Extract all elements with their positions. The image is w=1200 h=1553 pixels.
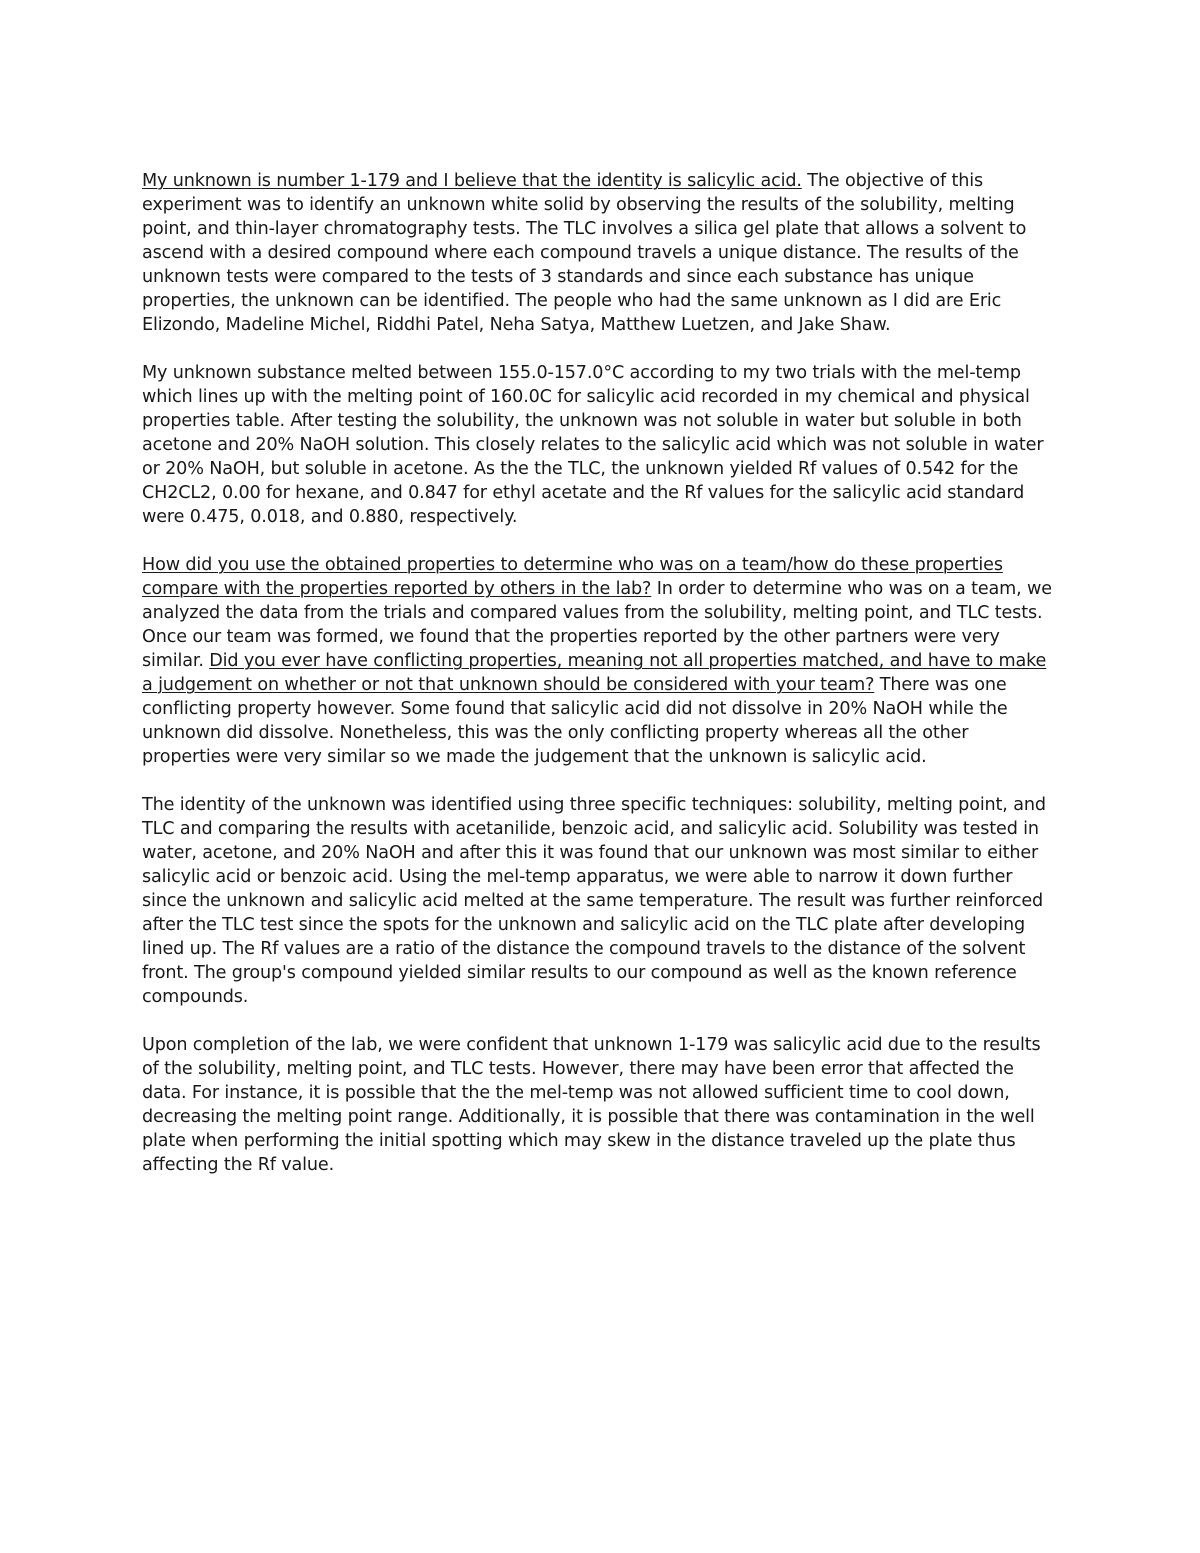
team-question-1: How did you use the obtained properties to determine who was on a team/how do these properties compare with the properties reported by others in the lab?	[142, 555, 1003, 599]
team-answer-1: In order to determine who was on a team, we analyzed the data from the trials and compared values from the solubility, melting point, and TLC tests. Once our team was formed, we found that the properties reported by the other partners were very similar.	[142, 579, 1052, 671]
objective-text: The objective of this experiment was to identify an unknown white solid by observing the results of the solubility, melting point, and thin-layer chromatography tests. The TLC involves a silica gel plate that allows a solvent to ascend with a desired compound where each compound travels a unique distance. The results of the unknown tests were compared to the tests of 3 standards and since each substance has unique properties, the unknown can be identified. The people who had the same unknown as I did are Eric Elizondo, Madeline Michel, Riddhi Patel, Neha Satya, Matthew Luetzen, and Jake Shaw.	[142, 171, 1027, 335]
paragraph-results	[142, 361, 1060, 529]
team-question-2: Did you ever have conflicting properties, meaning not all properties matched, and have to make a judgement on whether or not that unknown should be considered with your team?	[142, 651, 1047, 695]
team-answer-2: There was one conflicting property however. Some found that salicylic acid did not dissolve in 20% NaOH while the unknown did dissolve. Nonetheless, this was the only conflicting property whereas all the other properties were very similar so we made the judgement that the unknown is salicylic acid.	[142, 675, 1008, 767]
techniques-text: The identity of the unknown was identified using three specific techniques: solubility, melting point, and TLC and comparing the results with acetanilide, benzoic acid, and salicylic acid. Solubility was tested in water, acetone, and 20% NaOH and after this it was found that our unknown was most similar to either salicylic acid or benzoic acid. Using the mel-temp apparatus, we were able to narrow it down further since the unknown and salicylic acid melted at the same temperature. The result was further reinforced after the TLC test since the spots for the unknown and salicylic acid on the TLC plate after developing lined up. The Rf values are a ratio of the distance the compound travels to the distance of the solvent front. The group's compound yielded similar results to our compound as well as the known reference compounds.	[142, 795, 1046, 1007]
unknown-identity-statement: My unknown is number 1-179 and I believe that the identity is salicylic acid.	[142, 171, 802, 191]
paragraph-techniques	[142, 793, 1060, 1009]
results-text: My unknown substance melted between 155.0-157.0°C according to my two trials with the mel-temp which lines up with the melting point of 160.0C for salicylic acid recorded in my chemical and physical properties table. After testing the solubility, the unknown was not soluble in water but soluble in both acetone and 20% NaOH solution. This closely relates to the salicylic acid which was not soluble in water or 20% NaOH, but soluble in acetone. As the the TLC, the unknown yielded Rf values of 0.542 for the CH2CL2, 0.00 for hexane, and 0.847 for ethyl acetate and the Rf values for the salicylic acid standard were 0.475, 0.018, and 0.880, respectively.	[142, 363, 1044, 527]
paragraph-team-discussion	[142, 553, 1060, 769]
document-body	[142, 169, 1060, 1177]
conclusion-text: Upon completion of the lab, we were confident that unknown 1-179 was salicylic acid due to the results of the solubility, melting point, and TLC tests. However, there may have been error that affected the data. For instance, it is possible that the the mel-temp was not allowed sufficient time to cool down, decreasing the melting point range. Additionally, it is possible that there was contamination in the well plate when performing the initial spotting which may skew in the distance traveled up the plate thus affecting the Rf value.	[142, 1035, 1041, 1175]
paragraph-introduction	[142, 169, 1060, 337]
paragraph-conclusion	[142, 1033, 1060, 1177]
